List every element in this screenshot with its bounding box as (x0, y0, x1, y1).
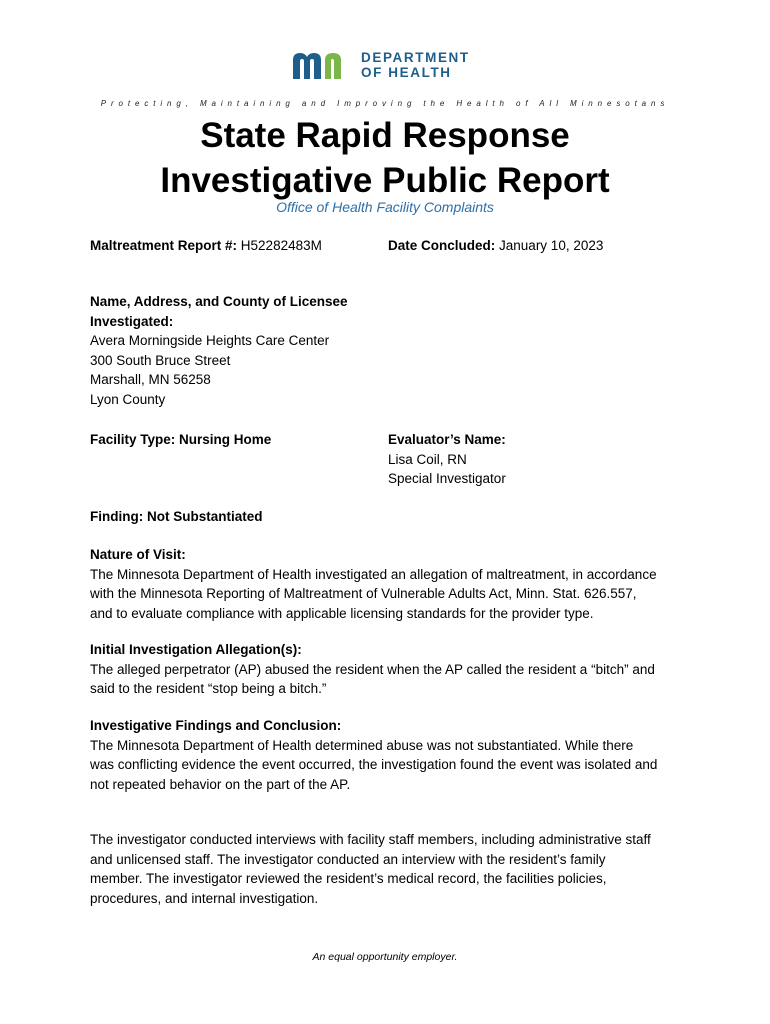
page-title (0, 113, 770, 203)
investigation-paragraph (90, 830, 690, 908)
investigation-line: member. The investigator reviewed the resident’s medical record, the facilities policies, (90, 871, 607, 886)
subtitle: Office of Health Facility Complaints (276, 199, 494, 215)
allegation-section (90, 640, 690, 699)
allegation-heading: Initial Investigation Allegation(s): (90, 642, 302, 657)
nature-of-visit-section (90, 545, 690, 623)
licensee-label-2: Investigated: (90, 313, 174, 329)
report-number-value: H52282483M (240, 238, 322, 253)
report-number-label: Maltreatment Report #: (90, 238, 238, 253)
mdh-logo (291, 48, 491, 82)
date-concluded-value: January 10, 2023 (499, 238, 604, 253)
evaluator-label: Evaluator’s Name: (388, 432, 506, 447)
findings-section (90, 716, 690, 794)
logo-line-2: OF HEALTH (361, 65, 452, 80)
date-concluded (388, 236, 603, 256)
tagline: Protecting, Maintaining and Improving the Health of All Minnesotans (100, 99, 670, 108)
evaluator-name: Lisa Coil, RN (388, 451, 467, 467)
licensee-street: 300 South Bruce Street (90, 352, 231, 368)
report-number (90, 236, 322, 256)
title-line-1: State Rapid Response (200, 116, 570, 155)
investigation-line: procedures, and internal investigation. (90, 890, 319, 906)
licensee-name: Avera Morningside Heights Care Center (90, 333, 330, 348)
finding: Finding: Not Substantiated (90, 509, 263, 524)
findings-line: not repeated behavior on the part of the AP. (90, 776, 351, 792)
nature-line: with the Minnesota Reporting of Maltreatment of Vulnerable Adults Act, Minn. Stat. 626.557, (90, 586, 637, 601)
licensee-label-1: Name, Address, and County of Licensee (90, 294, 348, 309)
evaluator-section (388, 430, 506, 489)
date-concluded-label: Date Concluded: (388, 238, 496, 253)
findings-line: The Minnesota Department of Health determined abuse was not substantiated. While there (90, 737, 634, 753)
facility-type: Facility Type: Nursing Home (90, 432, 272, 447)
logo-line-1: DEPARTMENT (361, 50, 470, 65)
title-line-2: Investigative Public Report (160, 161, 610, 200)
nature-line: and to evaluate compliance with applicable licensing standards for the provider type. (90, 605, 594, 621)
allegation-line: The alleged perpetrator (AP) abused the resident when the AP called the resident a “bitch” and (90, 661, 655, 677)
investigation-line: and unlicensed staff. The investigator conducted an interview with the resident’s family (90, 851, 606, 867)
investigation-line: The investigator conducted interviews with facility staff members, including administrative staff (90, 832, 651, 847)
allegation-line: said to the resident “stop being a bitch.” (90, 681, 327, 696)
nature-line: The Minnesota Department of Health investigated an allegation of maltreatment, in accordance (90, 566, 657, 582)
findings-line: was conflicting evidence the event occurred, the investigation found the event was isolated and (90, 757, 658, 772)
evaluator-title: Special Investigator (388, 471, 506, 486)
footer: An equal opportunity employer. (312, 951, 458, 963)
licensee-city: Marshall, MN 56258 (90, 372, 211, 387)
nature-heading: Nature of Visit: (90, 547, 186, 562)
findings-heading: Investigative Findings and Conclusion: (90, 718, 342, 733)
mn-logo-icon (291, 50, 355, 80)
licensee-section (90, 292, 490, 409)
licensee-county: Lyon County (90, 391, 166, 407)
